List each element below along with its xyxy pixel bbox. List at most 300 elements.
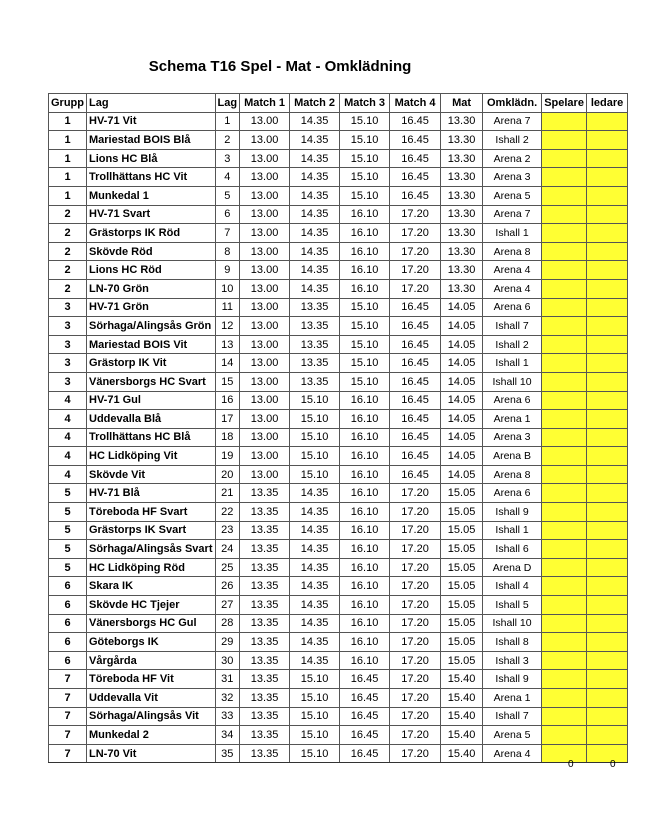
cell-lag: Trollhättans HC Blå — [87, 428, 216, 447]
cell-match-1: 13.00 — [240, 335, 290, 354]
cell-lag-nr: 16 — [215, 391, 240, 410]
cell-omkladn: Arena 4 — [483, 744, 542, 763]
cell-spelare-input[interactable] — [542, 112, 587, 131]
cell-spelare-input[interactable] — [542, 689, 587, 708]
cell-grupp: 5 — [49, 503, 87, 522]
cell-spelare-input[interactable] — [542, 261, 587, 280]
table-row — [49, 261, 628, 280]
table-row — [49, 298, 628, 317]
cell-match-1: 13.00 — [240, 410, 290, 429]
cell-match-4: 17.20 — [390, 689, 441, 708]
cell-match-4: 16.45 — [390, 298, 441, 317]
cell-lag-nr: 15 — [215, 372, 240, 391]
cell-spelare-input[interactable] — [542, 354, 587, 373]
cell-lag-nr: 32 — [215, 689, 240, 708]
cell-omkladn: Ishall 3 — [483, 651, 542, 670]
cell-ledare-input[interactable] — [587, 707, 628, 726]
cell-match-4: 16.45 — [390, 168, 441, 187]
cell-omkladn: Ishall 6 — [483, 540, 542, 559]
table-row — [49, 744, 628, 763]
cell-ledare-input[interactable] — [587, 651, 628, 670]
total-ledare: 0 — [610, 759, 616, 770]
cell-omkladn: Ishall 7 — [483, 317, 542, 336]
cell-ledare-input[interactable] — [587, 279, 628, 298]
cell-ledare-input[interactable] — [587, 633, 628, 652]
cell-spelare-input[interactable] — [542, 577, 587, 596]
cell-spelare-input[interactable] — [542, 540, 587, 559]
cell-lag: Töreboda HF Vit — [87, 670, 216, 689]
cell-ledare-input[interactable] — [587, 577, 628, 596]
cell-match-3: 16.45 — [340, 689, 390, 708]
cell-mat: 13.30 — [441, 112, 483, 131]
cell-ledare-input[interactable] — [587, 726, 628, 745]
cell-ledare-input[interactable] — [587, 428, 628, 447]
cell-ledare-input[interactable] — [587, 391, 628, 410]
table-row — [49, 391, 628, 410]
cell-ledare-input[interactable] — [587, 689, 628, 708]
cell-match-2: 14.35 — [290, 205, 340, 224]
cell-mat: 14.05 — [441, 410, 483, 429]
cell-match-1: 13.00 — [240, 465, 290, 484]
cell-lag-nr: 10 — [215, 279, 240, 298]
table-row — [49, 465, 628, 484]
cell-spelare-input[interactable] — [542, 224, 587, 243]
cell-grupp: 3 — [49, 354, 87, 373]
cell-match-4: 16.45 — [390, 317, 441, 336]
cell-match-3: 16.45 — [340, 670, 390, 689]
table-row — [49, 577, 628, 596]
cell-match-2: 14.35 — [290, 224, 340, 243]
cell-match-2: 13.35 — [290, 298, 340, 317]
cell-ledare-input[interactable] — [587, 484, 628, 503]
cell-grupp: 4 — [49, 410, 87, 429]
cell-mat: 13.30 — [441, 149, 483, 168]
cell-grupp: 6 — [49, 596, 87, 615]
cell-lag-nr: 11 — [215, 298, 240, 317]
cell-lag: Trollhättans HC Vit — [87, 168, 216, 187]
cell-ledare-input[interactable] — [587, 558, 628, 577]
cell-match-3: 16.10 — [340, 391, 390, 410]
total-spelare: 0 — [568, 759, 574, 770]
header-match-2: Match 2 — [290, 94, 340, 113]
cell-match-4: 17.20 — [390, 484, 441, 503]
cell-spelare-input[interactable] — [542, 465, 587, 484]
cell-match-4: 16.45 — [390, 335, 441, 354]
cell-grupp: 5 — [49, 540, 87, 559]
cell-spelare-input[interactable] — [542, 410, 587, 429]
cell-lag: HV-71 Grön — [87, 298, 216, 317]
cell-match-4: 17.20 — [390, 205, 441, 224]
table-row — [49, 651, 628, 670]
cell-match-3: 16.10 — [340, 205, 390, 224]
cell-omkladn: Arena 7 — [483, 112, 542, 131]
cell-spelare-input[interactable] — [542, 521, 587, 540]
cell-match-2: 14.35 — [290, 614, 340, 633]
cell-ledare-input[interactable] — [587, 596, 628, 615]
cell-lag: Mariestad BOIS Vit — [87, 335, 216, 354]
cell-lag: Sörhaga/Alingsås Svart — [87, 540, 216, 559]
cell-lag: Skövde Röd — [87, 242, 216, 261]
cell-lag: Grästorps IK Svart — [87, 521, 216, 540]
cell-omkladn: Ishall 9 — [483, 670, 542, 689]
cell-match-3: 15.10 — [340, 298, 390, 317]
cell-match-3: 16.10 — [340, 577, 390, 596]
cell-match-3: 16.10 — [340, 224, 390, 243]
cell-lag-nr: 28 — [215, 614, 240, 633]
cell-grupp: 5 — [49, 558, 87, 577]
cell-spelare-input[interactable] — [542, 726, 587, 745]
cell-ledare-input[interactable] — [587, 186, 628, 205]
cell-grupp: 7 — [49, 670, 87, 689]
cell-match-3: 16.10 — [340, 633, 390, 652]
cell-match-1: 13.35 — [240, 633, 290, 652]
cell-spelare-input[interactable] — [542, 558, 587, 577]
cell-lag: HV-71 Vit — [87, 112, 216, 131]
cell-lag: Sörhaga/Alingsås Grön — [87, 317, 216, 336]
cell-match-1: 13.35 — [240, 744, 290, 763]
cell-spelare-input[interactable] — [542, 596, 587, 615]
cell-ledare-input[interactable] — [587, 503, 628, 522]
cell-spelare-input[interactable] — [542, 503, 587, 522]
cell-mat: 13.30 — [441, 168, 483, 187]
cell-spelare-input[interactable] — [542, 614, 587, 633]
cell-match-4: 17.20 — [390, 242, 441, 261]
cell-match-4: 17.20 — [390, 540, 441, 559]
cell-match-4: 16.45 — [390, 465, 441, 484]
cell-match-2: 14.35 — [290, 279, 340, 298]
cell-match-2: 13.35 — [290, 372, 340, 391]
cell-lag-nr: 7 — [215, 224, 240, 243]
cell-match-1: 13.00 — [240, 112, 290, 131]
header-omkladn: Omklädn. — [483, 94, 542, 113]
cell-lag-nr: 30 — [215, 651, 240, 670]
cell-match-4: 17.20 — [390, 744, 441, 763]
cell-spelare-input[interactable] — [542, 279, 587, 298]
cell-omkladn: Arena 4 — [483, 279, 542, 298]
cell-match-3: 15.10 — [340, 149, 390, 168]
cell-omkladn: Ishall 5 — [483, 596, 542, 615]
cell-spelare-input[interactable] — [542, 391, 587, 410]
cell-grupp: 4 — [49, 447, 87, 466]
cell-mat: 14.05 — [441, 354, 483, 373]
table-row — [49, 558, 628, 577]
cell-lag-nr: 18 — [215, 428, 240, 447]
cell-mat: 15.40 — [441, 670, 483, 689]
cell-grupp: 6 — [49, 577, 87, 596]
cell-ledare-input[interactable] — [587, 335, 628, 354]
cell-grupp: 2 — [49, 242, 87, 261]
cell-ledare-input[interactable] — [587, 242, 628, 261]
cell-mat: 15.05 — [441, 577, 483, 596]
cell-lag-nr: 17 — [215, 410, 240, 429]
table-row — [49, 633, 628, 652]
cell-spelare-input[interactable] — [542, 186, 587, 205]
cell-lag-nr: 25 — [215, 558, 240, 577]
cell-ledare-input[interactable] — [587, 614, 628, 633]
cell-spelare-input[interactable] — [542, 149, 587, 168]
cell-grupp: 2 — [49, 224, 87, 243]
header-match-4: Match 4 — [390, 94, 441, 113]
cell-ledare-input[interactable] — [587, 670, 628, 689]
cell-spelare-input[interactable] — [542, 707, 587, 726]
cell-ledare-input[interactable] — [587, 540, 628, 559]
cell-lag: Töreboda HF Svart — [87, 503, 216, 522]
cell-match-2: 14.35 — [290, 596, 340, 615]
cell-mat: 15.05 — [441, 633, 483, 652]
cell-ledare-input[interactable] — [587, 261, 628, 280]
cell-grupp: 7 — [49, 707, 87, 726]
cell-omkladn: Ishall 10 — [483, 614, 542, 633]
cell-match-3: 15.10 — [340, 372, 390, 391]
cell-lag-nr: 4 — [215, 168, 240, 187]
cell-lag: LN-70 Vit — [87, 744, 216, 763]
schedule-table — [48, 93, 628, 763]
table-row — [49, 112, 628, 131]
cell-match-2: 14.35 — [290, 149, 340, 168]
table-row — [49, 279, 628, 298]
cell-match-1: 13.35 — [240, 707, 290, 726]
cell-lag-nr: 21 — [215, 484, 240, 503]
cell-lag-nr: 24 — [215, 540, 240, 559]
header-grupp: Grupp — [49, 94, 87, 113]
cell-mat: 15.40 — [441, 707, 483, 726]
cell-ledare-input[interactable] — [587, 317, 628, 336]
cell-match-4: 17.20 — [390, 521, 441, 540]
cell-match-1: 13.35 — [240, 484, 290, 503]
cell-ledare-input[interactable] — [587, 354, 628, 373]
cell-match-4: 16.45 — [390, 372, 441, 391]
cell-lag: Göteborgs IK — [87, 633, 216, 652]
cell-lag: Skövde HC Tjejer — [87, 596, 216, 615]
cell-match-3: 16.10 — [340, 651, 390, 670]
cell-lag: Vänersborgs HC Svart — [87, 372, 216, 391]
cell-lag-nr: 35 — [215, 744, 240, 763]
cell-lag-nr: 27 — [215, 596, 240, 615]
cell-lag-nr: 6 — [215, 205, 240, 224]
cell-grupp: 1 — [49, 112, 87, 131]
cell-spelare-input[interactable] — [542, 335, 587, 354]
table-row — [49, 447, 628, 466]
cell-omkladn: Arena 8 — [483, 242, 542, 261]
cell-match-2: 15.10 — [290, 726, 340, 745]
cell-grupp: 4 — [49, 428, 87, 447]
cell-grupp: 1 — [49, 149, 87, 168]
cell-mat: 15.05 — [441, 558, 483, 577]
cell-match-3: 16.10 — [340, 279, 390, 298]
header-match-1: Match 1 — [240, 94, 290, 113]
cell-mat: 14.05 — [441, 447, 483, 466]
table-row — [49, 540, 628, 559]
cell-lag: Vårgårda — [87, 651, 216, 670]
cell-lag-nr: 3 — [215, 149, 240, 168]
cell-ledare-input[interactable] — [587, 521, 628, 540]
header-ledare: ledare — [587, 94, 628, 113]
table-row — [49, 596, 628, 615]
cell-ledare-input[interactable] — [587, 131, 628, 150]
cell-spelare-input[interactable] — [542, 651, 587, 670]
cell-match-4: 17.20 — [390, 503, 441, 522]
cell-omkladn: Ishall 10 — [483, 372, 542, 391]
cell-match-1: 13.35 — [240, 558, 290, 577]
cell-match-3: 16.45 — [340, 726, 390, 745]
cell-omkladn: Arena 6 — [483, 484, 542, 503]
cell-grupp: 1 — [49, 186, 87, 205]
cell-mat: 13.30 — [441, 186, 483, 205]
cell-ledare-input[interactable] — [587, 112, 628, 131]
cell-match-1: 13.00 — [240, 372, 290, 391]
cell-lag-nr: 12 — [215, 317, 240, 336]
cell-match-3: 15.10 — [340, 186, 390, 205]
cell-match-2: 15.10 — [290, 707, 340, 726]
cell-match-1: 13.35 — [240, 689, 290, 708]
cell-spelare-input[interactable] — [542, 168, 587, 187]
cell-lag: Grästorp IK Vit — [87, 354, 216, 373]
cell-ledare-input[interactable] — [587, 224, 628, 243]
cell-lag-nr: 9 — [215, 261, 240, 280]
cell-spelare-input[interactable] — [542, 744, 587, 763]
cell-grupp: 4 — [49, 465, 87, 484]
cell-match-4: 16.45 — [390, 131, 441, 150]
cell-ledare-input[interactable] — [587, 465, 628, 484]
cell-lag-nr: 14 — [215, 354, 240, 373]
cell-mat: 13.30 — [441, 279, 483, 298]
table-row — [49, 335, 628, 354]
cell-lag-nr: 33 — [215, 707, 240, 726]
cell-lag: Uddevalla Vit — [87, 689, 216, 708]
cell-match-1: 13.00 — [240, 298, 290, 317]
cell-omkladn: Arena 1 — [483, 410, 542, 429]
cell-spelare-input[interactable] — [542, 447, 587, 466]
cell-match-2: 14.35 — [290, 131, 340, 150]
cell-match-1: 13.00 — [240, 428, 290, 447]
cell-lag: Skövde Vit — [87, 465, 216, 484]
cell-match-4: 17.20 — [390, 558, 441, 577]
cell-ledare-input[interactable] — [587, 149, 628, 168]
cell-match-2: 15.10 — [290, 428, 340, 447]
cell-omkladn: Ishall 1 — [483, 224, 542, 243]
cell-lag-nr: 13 — [215, 335, 240, 354]
table-row — [49, 503, 628, 522]
cell-spelare-input[interactable] — [542, 298, 587, 317]
cell-lag: Lions HC Blå — [87, 149, 216, 168]
cell-omkladn: Arena 4 — [483, 261, 542, 280]
cell-omkladn: Arena 3 — [483, 428, 542, 447]
cell-match-1: 13.00 — [240, 391, 290, 410]
table-row — [49, 205, 628, 224]
cell-ledare-input[interactable] — [587, 298, 628, 317]
cell-spelare-input[interactable] — [542, 670, 587, 689]
cell-lag: Skara IK — [87, 577, 216, 596]
cell-ledare-input[interactable] — [587, 205, 628, 224]
cell-match-2: 15.10 — [290, 391, 340, 410]
cell-match-4: 16.45 — [390, 447, 441, 466]
cell-lag: HV-71 Blå — [87, 484, 216, 503]
cell-ledare-input[interactable] — [587, 168, 628, 187]
cell-spelare-input[interactable] — [542, 633, 587, 652]
cell-grupp: 3 — [49, 298, 87, 317]
cell-mat: 14.05 — [441, 428, 483, 447]
cell-ledare-input[interactable] — [587, 372, 628, 391]
cell-match-4: 16.45 — [390, 149, 441, 168]
cell-spelare-input[interactable] — [542, 131, 587, 150]
cell-ledare-input[interactable] — [587, 410, 628, 429]
cell-grupp: 5 — [49, 521, 87, 540]
cell-spelare-input[interactable] — [542, 205, 587, 224]
table-row — [49, 149, 628, 168]
cell-match-1: 13.00 — [240, 224, 290, 243]
cell-lag: Grästorps IK Röd — [87, 224, 216, 243]
cell-match-3: 15.10 — [340, 168, 390, 187]
cell-omkladn: Ishall 2 — [483, 335, 542, 354]
cell-match-1: 13.00 — [240, 186, 290, 205]
cell-match-2: 14.35 — [290, 633, 340, 652]
cell-grupp: 6 — [49, 633, 87, 652]
cell-lag: Munkedal 2 — [87, 726, 216, 745]
cell-match-4: 17.20 — [390, 651, 441, 670]
cell-omkladn: Arena B — [483, 447, 542, 466]
cell-match-4: 16.45 — [390, 391, 441, 410]
cell-lag-nr: 29 — [215, 633, 240, 652]
cell-match-2: 13.35 — [290, 354, 340, 373]
cell-match-4: 17.20 — [390, 614, 441, 633]
cell-match-1: 13.00 — [240, 317, 290, 336]
cell-grupp: 3 — [49, 317, 87, 336]
cell-lag: HC Lidköping Vit — [87, 447, 216, 466]
cell-match-3: 16.10 — [340, 465, 390, 484]
header-spelare: Spelare — [542, 94, 587, 113]
cell-spelare-input[interactable] — [542, 484, 587, 503]
cell-match-4: 16.45 — [390, 410, 441, 429]
cell-match-2: 14.35 — [290, 651, 340, 670]
cell-ledare-input[interactable] — [587, 447, 628, 466]
cell-match-3: 15.10 — [340, 335, 390, 354]
cell-lag: HV-71 Gul — [87, 391, 216, 410]
cell-mat: 14.05 — [441, 335, 483, 354]
cell-match-3: 16.10 — [340, 558, 390, 577]
cell-match-2: 14.35 — [290, 261, 340, 280]
cell-match-1: 13.35 — [240, 670, 290, 689]
cell-spelare-input[interactable] — [542, 428, 587, 447]
cell-lag: HC Lidköping Röd — [87, 558, 216, 577]
cell-omkladn: Arena 5 — [483, 186, 542, 205]
cell-match-4: 17.20 — [390, 261, 441, 280]
cell-match-2: 13.35 — [290, 317, 340, 336]
table-row — [49, 410, 628, 429]
cell-lag: HV-71 Svart — [87, 205, 216, 224]
cell-match-2: 14.35 — [290, 484, 340, 503]
cell-spelare-input[interactable] — [542, 317, 587, 336]
cell-ledare-input[interactable] — [587, 744, 628, 763]
cell-match-1: 13.00 — [240, 242, 290, 261]
cell-match-1: 13.35 — [240, 596, 290, 615]
table-row — [49, 484, 628, 503]
cell-mat: 15.40 — [441, 689, 483, 708]
cell-lag-nr: 26 — [215, 577, 240, 596]
cell-match-1: 13.35 — [240, 540, 290, 559]
cell-grupp: 7 — [49, 689, 87, 708]
cell-mat: 14.05 — [441, 465, 483, 484]
cell-lag-nr: 5 — [215, 186, 240, 205]
cell-match-1: 13.00 — [240, 131, 290, 150]
cell-match-1: 13.00 — [240, 261, 290, 280]
cell-omkladn: Ishall 8 — [483, 633, 542, 652]
cell-match-3: 16.10 — [340, 540, 390, 559]
cell-spelare-input[interactable] — [542, 242, 587, 261]
table-row — [49, 131, 628, 150]
cell-spelare-input[interactable] — [542, 372, 587, 391]
cell-lag-nr: 2 — [215, 131, 240, 150]
cell-lag: Vänersborgs HC Gul — [87, 614, 216, 633]
